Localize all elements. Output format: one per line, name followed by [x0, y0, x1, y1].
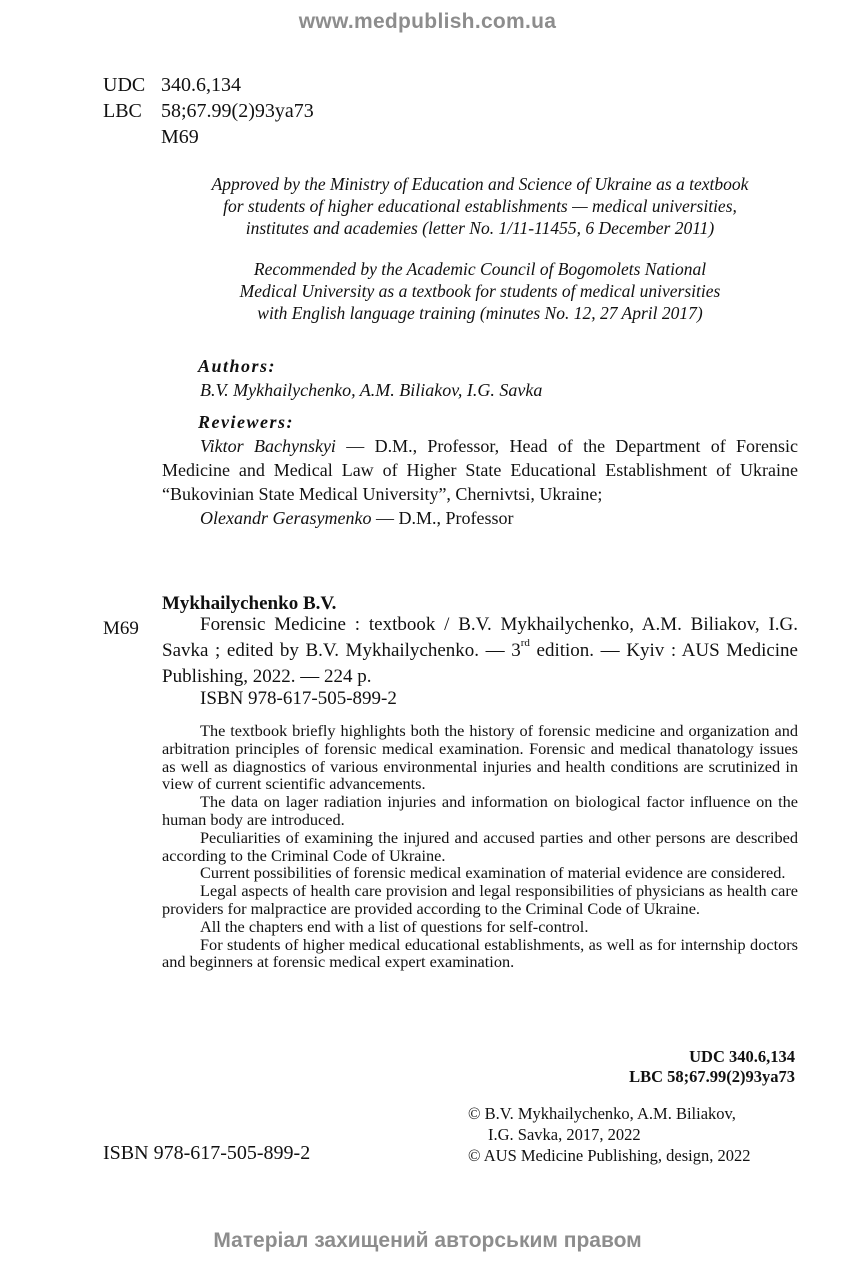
approval-line: for students of higher educational establishments — medical universities,: [223, 196, 737, 216]
catalog-desc-part: Forensic Medicine : textbook / B.V. Mykhailychenko, A.M. Biliakov, I.G. Savka ; edited by B.V. Mykhailychenko. — 3: [162, 614, 798, 661]
copyright-footer: Матеріал захищений авторським правом: [213, 1229, 642, 1252]
catalog-author: Mykhailychenko B.V.: [162, 593, 337, 614]
classification-codes: [103, 72, 314, 150]
site-url-link[interactable]: www.medpublish.com.ua: [298, 10, 557, 33]
copyright-block: [468, 1103, 751, 1166]
abstract-paragraph: The data on lager radiation injuries and information on biological factor influence on the human body are introduced.: [162, 792, 798, 829]
copyright-line: © B.V. Mykhailychenko, A.M. Biliakov,: [468, 1104, 736, 1123]
reviewer-2-name: Olexandr Gerasymenko: [200, 508, 372, 528]
codes-right: [629, 1047, 795, 1087]
lbc-label: LBC: [103, 100, 142, 122]
recommendation-line: with English language training (minutes No. 12, 27 April 2017): [257, 303, 703, 323]
abstract-paragraph: The textbook briefly highlights both the history of forensic medicine and organization and arbitration principles of forensic medical examination. Forensic and medical thanatology issues as well as diagnostics of various environmental injuries and health conditions are scrutinized in view of current scientific advancements.: [162, 721, 798, 794]
approval-line: institutes and academies (letter No. 1/11-11455, 6 December 2011): [245, 218, 715, 238]
udc-label: UDC: [103, 74, 146, 96]
reviewer-1: [162, 434, 798, 506]
authors-heading: Authors:: [198, 356, 277, 376]
abstract-paragraph: Current possibilities of forensic medical examination of material evidence are considered.: [200, 863, 786, 883]
abstract-paragraph: Legal aspects of health care provision and legal responsibilities of physicians as health care providers for malpractice are provided according to the Criminal Code of Ukraine.: [162, 881, 798, 918]
catalog-description: [162, 612, 798, 690]
abstract-paragraph: Peculiarities of examining the injured and accused parties and other persons are described according to the Criminal Code of Ukraine.: [162, 827, 798, 865]
reviewer-2: [162, 506, 798, 530]
reviewers-heading: Reviewers:: [198, 412, 294, 432]
council-recommendation: [150, 258, 810, 324]
catalog-desc-part: edition. — Kyiv : AUS Medicine Publishing, 2022. — 224 p.: [162, 640, 798, 687]
catalog-code: M69: [103, 618, 139, 639]
reviewer-2-details: — D.M., Professor: [371, 508, 514, 528]
copyright-line: © AUS Medicine Publishing, design, 2022: [468, 1146, 751, 1165]
reviewers-section: [162, 410, 798, 530]
edition-superscript: rd: [520, 637, 530, 649]
author-mark: M69: [161, 126, 199, 148]
lbc-right: LBC 58;67.99(2)93ya73: [629, 1067, 795, 1086]
catalog-isbn: ISBN 978-617-505-899-2: [200, 688, 397, 709]
abstract-paragraph: For students of higher medical educational establishments, as well as for internship doctors and beginners at forensic medical expert examination.: [162, 934, 798, 972]
recommendation-line: Recommended by the Academic Council of Bogomolets National: [253, 259, 707, 279]
ministry-approval: [150, 173, 810, 239]
recommendation-line: Medical University as a textbook for students of medical universities: [239, 281, 721, 301]
lbc-value: 58;67.99(2)93ya73: [161, 100, 314, 122]
site-header: [0, 10, 855, 34]
approval-line: Approved by the Ministry of Education and Science of Ukraine as a textbook: [211, 174, 749, 194]
abstract: [162, 722, 798, 971]
udc-right: UDC 340.6,134: [689, 1047, 795, 1066]
reviewer-1-name: Viktor Bachynskyi: [200, 436, 336, 456]
isbn-bottom: ISBN 978-617-505-899-2: [103, 1142, 311, 1164]
reviewer-1-details: — D.M., Professor, Head of the Department of Forensic Medicine and Medical Law of Higher State Educational Establishment of Ukraine “Bukovinian State Medical University”, Chernivtsi, Ukraine;: [162, 436, 798, 504]
abstract-paragraph: All the chapters end with a list of questions for self-control.: [200, 916, 589, 936]
copyright-line: I.G. Savka, 2017, 2022: [488, 1125, 641, 1144]
udc-value: 340.6,134: [161, 74, 241, 96]
authors-names: B.V. Mykhailychenko, A.M. Biliakov, I.G. Savka: [200, 380, 543, 400]
authors-section: [162, 354, 798, 402]
